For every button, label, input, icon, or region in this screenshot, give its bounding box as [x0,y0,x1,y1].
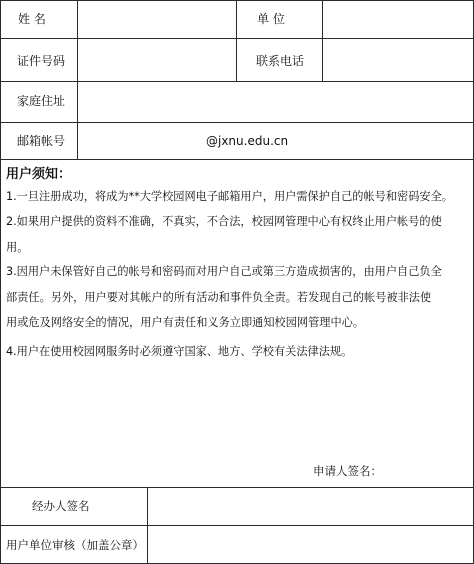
col-rule-mid-a [236,0,237,82]
unit-field[interactable] [323,1,473,38]
notice-item-line: 用。 [6,240,29,254]
notice-item-line: 用或危及网络安全的情况，用户有责任和义务立即通知校园网管理中心。 [6,316,365,329]
id-number-field[interactable] [78,39,236,81]
notice-item-line: 3.因用户未保管好自己的帐号和密码而对用户自己或第三方造成损害的，由用户自己负全 [6,265,442,278]
email-suffix: @jxnu.edu.cn [206,134,289,148]
notice-item-4 [6,339,468,365]
handler-label: 经办人签名 [32,499,90,513]
notice-item-3 [6,259,468,336]
notice-item-line: 4.用户在使用校园网服务时必须遵守国家、地方、学校有关法律法规。 [6,345,353,358]
address-label: 家庭住址 [17,94,66,108]
applicant-signature-field[interactable] [383,458,471,482]
unit-review-field[interactable] [148,526,473,563]
applicant-signature-label: 申请人签名： [313,464,382,478]
row-rule-4 [0,159,474,160]
unit-review-label: 用户单位审核（加盖公章） [6,538,144,552]
notice-item-1 [6,184,468,210]
notice-title: 用户须知： [6,167,72,182]
name-label: 姓 名 [18,12,46,26]
unit-label: 单 位 [257,12,285,26]
address-field[interactable] [78,82,473,122]
notice-item-line: 部责任。另外，用户要对其帐户的所有活动和事件负全责。若发现自己的帐号被非法使 [6,290,432,304]
phone-label: 联系电话 [256,54,305,68]
id-label: 证件号码 [17,54,66,68]
notice-item-line: 2.如果用户提供的资料不准确，不真实，不合法，校园网管理中心有权终止用户帐号的使 [6,215,442,228]
notice-item-2 [6,209,468,260]
handler-signature-field[interactable] [148,488,473,525]
name-field[interactable] [78,1,236,38]
border-left [0,0,1,564]
email-label: 邮箱帐号 [17,134,66,148]
notice-item-line: 1.一旦注册成功，将成为**大学校园网电子邮箱用户，用户需保护自己的帐号和密码安全。 [6,190,453,203]
phone-field[interactable] [323,39,473,81]
